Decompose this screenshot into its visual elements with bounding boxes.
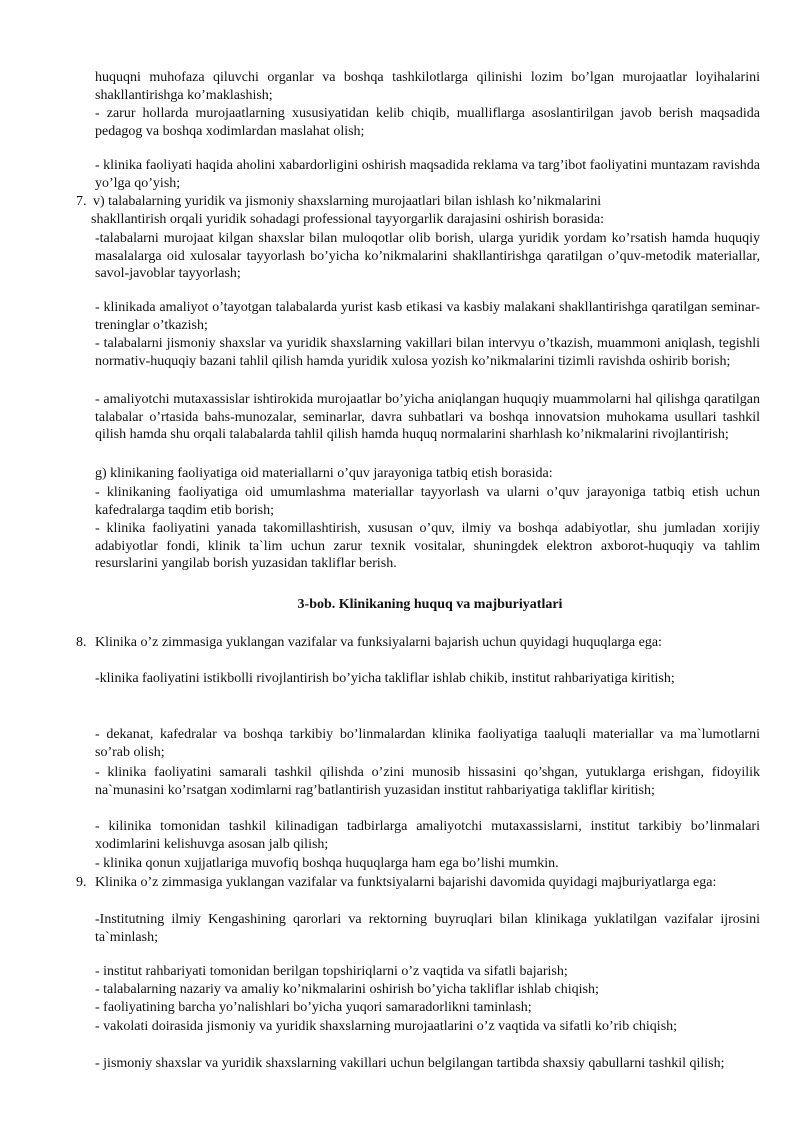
- list-item-text: Klinika o’z zimmasiga yuklangan vazifalar va funksiyalarni bajarish uchun quyidagi huquqlarga ega:: [95, 635, 662, 650]
- list-item-text: Klinika o’z zimmasiga yuklangan vazifalar va funktsiyalarni bajarishi davomida quyidagi majburiyatlarga ega:: [95, 875, 717, 890]
- paragraph: - klinika faoliyati haqida aholini xabardorligini oshirish maqsadida reklama va targ’ibot faoliyatini muntazam ravishda yo’lga qo’yish;: [95, 158, 760, 191]
- paragraph: -klinika faoliyatini istikbolli rivojlantirish bo’yicha takliflar ishlab chikib, institut rahbariyatiga kiritish;: [95, 671, 675, 686]
- item-number: 9.: [76, 875, 87, 890]
- paragraph: - jismoniy shaxslar va yuridik shaxslarning vakillari uchun belgilangan tartibda shaxsiy qabullarni tashkil qilish;: [95, 1056, 725, 1071]
- paragraph: - klinikada amaliyot o’tayotgan talabalarda yurist kasb etikasi va kasbiy malakani shakllantirishga qaratilgan seminar-treninglar o’tkazish;: [95, 300, 760, 333]
- paragraph: - klinikaning faoliyatiga oid umumlashma materiallar tayyorlash va ularni o’quv jarayoniga tatbiq etish uchun kafedralarga taqdim etib borish;: [95, 485, 760, 518]
- section-heading: 3-bob. Klinikaning huquq va majburiyatlari: [297, 597, 563, 612]
- paragraph: - talabalarni jismoniy shaxslar va yuridik shaxslarning vakillari bilan intervyu o’tkazish, muammoni aniqlash, tegishli normativ-huquqiy bazani tahlil qilish hamda yuridik xulosa yozish ko’nikmalarini tizimli ravishda oshirib borish;: [95, 336, 760, 369]
- paragraph: - zarur hollarda murojaatlarning xususiyatidan kelib chiqib, mualliflarga asoslantirilgan javob berish maqsadida pedagog va boshqa xodimlardan maslahat olish;: [95, 106, 760, 139]
- item-number: 8.: [76, 635, 87, 650]
- paragraph: - klinika faoliyatini samarali tashkil qilishda o’zini munosib hissasini qo’shgan, yutuklarga erishgan, fidoyilik na`munasini ko’rsatgan xodimlarni rag’batlantirish yuzasidan institut rahbariyatiga takliflar kiritish;: [95, 765, 760, 798]
- list-item-text: v) talabalarning yuridik va jismoniy shaxslarning murojaatlari bilan ishlash ko’nikmalarini: [93, 194, 602, 209]
- paragraph: - dekanat, kafedralar va boshqa tarkibiy bo’linmalardan klinika faoliyatiga taaluqli materiallar va ma`lumotlarni so’rab olish;: [95, 727, 760, 760]
- paragraph: - faoliyatining barcha yo’nalishlari bo’yicha yuqori samaradorlikni taminlash;: [95, 1000, 532, 1015]
- paragraph: - klinika qonun xujjatlariga muvofiq boshqa huquqlarga ham ega bo’lishi mumkin.: [95, 856, 559, 871]
- paragraph: - amaliyotchi mutaxassislar ishtirokida murojaatlar bo’yicha aniqlangan huquqiy muammolarni hal qilishga qaratilgan talabalar o’rtasida bahs-munozalar, seminarlar, davra suhbatlari va boshqa innovatsion muhokama usullari tashkil qilish hamda shu orqali talabalarda tahlil qilish hamda huquq normalarini sharhlash ko’nikmalarini rivojlantirish;: [95, 392, 760, 443]
- list-item-text: shakllantirish orqali yuridik sohadagi professional tayyorgarlik darajasini oshirish borasida:: [91, 212, 604, 227]
- paragraph: - vakolati doirasida jismoniy va yuridik shaxslarning murojaatlarini o’z vaqtida va sifatli ko’rib chiqish;: [95, 1019, 678, 1034]
- paragraph: g) klinikaning faoliyatiga oid materiallarni o’quv jarayoniga tatbiq etish borasida:: [95, 466, 553, 481]
- paragraph: -Institutning ilmiy Kengashining qarorlari va rektorning buyruqlari bilan klinikaga yuklatilgan vazifalar ijrosini ta`minlash;: [95, 912, 760, 945]
- paragraph: - institut rahbariyati tomonidan berilgan topshiriqlarni o’z vaqtida va sifatli bajarish;: [95, 964, 568, 979]
- paragraph: - talabalarning nazariy va amaliy ko’nikmalarini oshirish bo’yicha takliflar ishlab chiqish;: [95, 982, 599, 997]
- paragraph: - kilinika tomonidan tashkil kilinadigan tadbirlarga amaliyotchi mutaxassislarni, institut tarkibiy bo’linmalari xodimlarini kelishuvga asosan jalb qilish;: [95, 819, 760, 852]
- paragraph: huquqni muhofaza qiluvchi organlar va boshqa tashkilotlarga qilinishi lozim bo’lgan murojaatlar loyihalarini shakllantirishga ko’maklashish;: [95, 70, 760, 103]
- item-number: 7.: [76, 194, 87, 209]
- paragraph: - klinika faoliyatini yanada takomillashtirish, xususan o’quv, ilmiy va boshqa adabiyotlar, shu jumladan xorijiy adabiyotlar fondi, klinik ta`lim uchun zarur texnik vositalar, shuningdek elektron axborot-huquqiy va tahlim resurslarini yangilab borish yuzasidan takliflar berish.: [95, 521, 760, 572]
- paragraph: -talabalarni murojaat kilgan shaxslar bilan muloqotlar olib borish, ularga yuridik yordam ko’rsatish hamda huquqiy masalalarga oid xulosalar tayyorlash bo’yicha ko’nikmalarini shakllantirishga qaratilgan o’quv-metodik materiallar, savol-javoblar tayyorlash;: [95, 231, 760, 282]
